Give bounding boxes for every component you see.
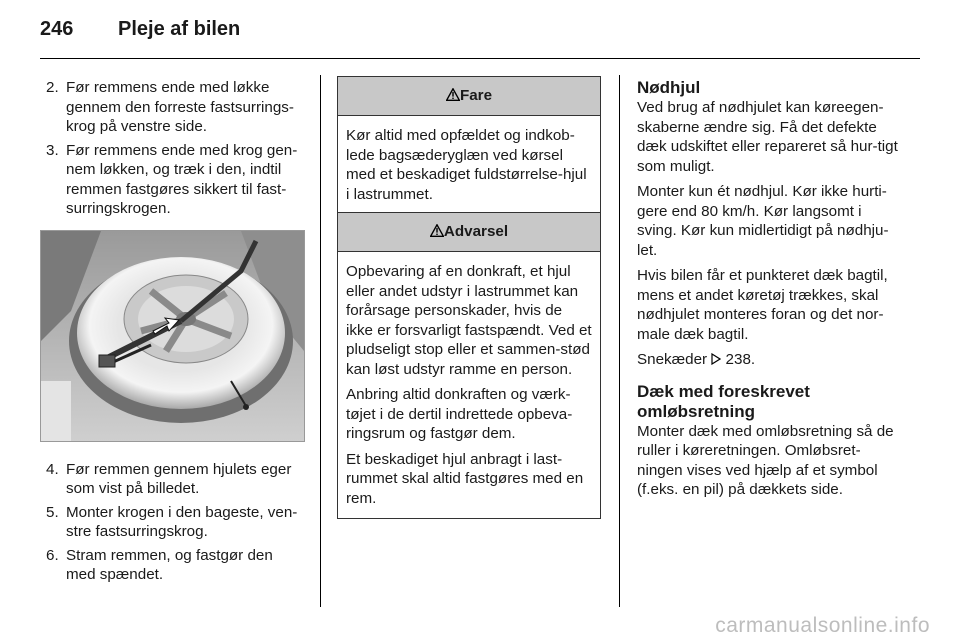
step-text: Før remmen gennem hjulets eger som vist på billedet. [66,460,292,497]
step-number: 3. [46,141,59,159]
left-column [40,78,305,589]
step-item [40,78,305,137]
danger-box-body [338,116,600,214]
body-paragraph: Monter dæk med omløbsretning så de ruller i køreretningen. Omløbsret-ningen vises ved hjælp af et symbol (f.eks. en pil) på dækkets side. [637,422,894,498]
warning-triangle-icon [430,213,444,251]
xref-page: 238. [725,351,756,368]
warning-box-body [338,252,600,518]
body-paragraph: Monter kun ét nødhjul. Kør ikke hurti-gere end 80 km/h. Kør langsomt i sving. Kør kun midlertidigt på nødhju-let. [637,183,889,259]
warning-box-title: Advarsel [443,223,509,240]
watermark: carmanualsonline.info [715,614,930,637]
spare-wheel-illustration [41,231,304,441]
step-item [40,460,305,499]
steps-list-bottom [40,460,305,585]
column-divider-left [320,75,321,607]
danger-paragraph: Kør altid med opfældet og indkob-lede bagsæderyglæn ved kørsel med et beskadiget fuldstørrelse-hjul i lastrummet. [346,127,587,203]
warning-triangle-icon [446,77,460,115]
step-item [40,546,305,585]
page-header [40,18,240,41]
step-text: Før remmens ende med løkke gennem den forreste fastsurrings-krog på venstre side. [66,79,294,135]
step-number: 5. [46,503,59,521]
danger-box-header [338,77,600,116]
header-rule [40,58,920,59]
cross-reference[interactable] [637,350,905,370]
step-number: 6. [46,546,59,564]
spare-wheel-strap-photo [40,230,305,442]
page-number: 246 [40,18,74,40]
warning-box-header [338,213,600,252]
column-divider-right [619,75,620,607]
warning-paragraph: Opbevaring af en donkraft, et hjul eller andet udstyr i lastrummet kan forårsage personskader, hvis de ikke er forsvarligt fastspændt. Ved et pludseligt stop eller et sammen-stød kan løst udstyr ramme en person. [346,263,592,378]
warning-paragraph: Anbring altid donkraften og værk-tøjet i de dertil indrettede opbeva-ringsrum og fastgør dem. [346,386,573,442]
step-number: 4. [46,460,59,478]
body-paragraph: Hvis bilen får et punkteret dæk bagtil, mens et andet køretøj trækkes, skal nødhjulet monteres foran og det nor-male dæk bagtil. [637,267,888,343]
step-number: 2. [46,79,59,96]
step-text: Før remmens ende med krog gen-nem løkken, og træk i den, indtil remmen fastgøres sikkert til fast-surringskrogen. [66,141,298,217]
danger-box [337,76,601,215]
page-title: Pleje af bilen [118,18,241,40]
step-item [40,503,305,542]
body-paragraph: Ved brug af nødhjulet kan køreegen-skaberne ændre sig. Få det defekte dæk udskiftet eller repareret så hur-tigt som muligt. [637,99,898,175]
step-text: Monter krogen i den bageste, ven-stre fastsurringskrog. [66,503,298,540]
right-column [637,78,905,506]
step-item [40,141,305,219]
section-title-spare-wheel: Nødhjul [637,78,701,97]
step-text: Stram remmen, og fastgør den med spændet. [66,546,273,583]
danger-box-title: Fare [459,87,493,104]
xref-label: Snekæder [637,351,708,368]
page-reference-arrow-icon [711,350,721,370]
section-title-directional-tyres: Dæk med foreskrevet omløbsretning [637,381,810,421]
warning-paragraph: Et beskadiget hjul anbragt i last-rummet skal altid fastgøres med en rem. [346,450,584,507]
warning-box [337,212,601,519]
steps-list-top [40,78,305,219]
